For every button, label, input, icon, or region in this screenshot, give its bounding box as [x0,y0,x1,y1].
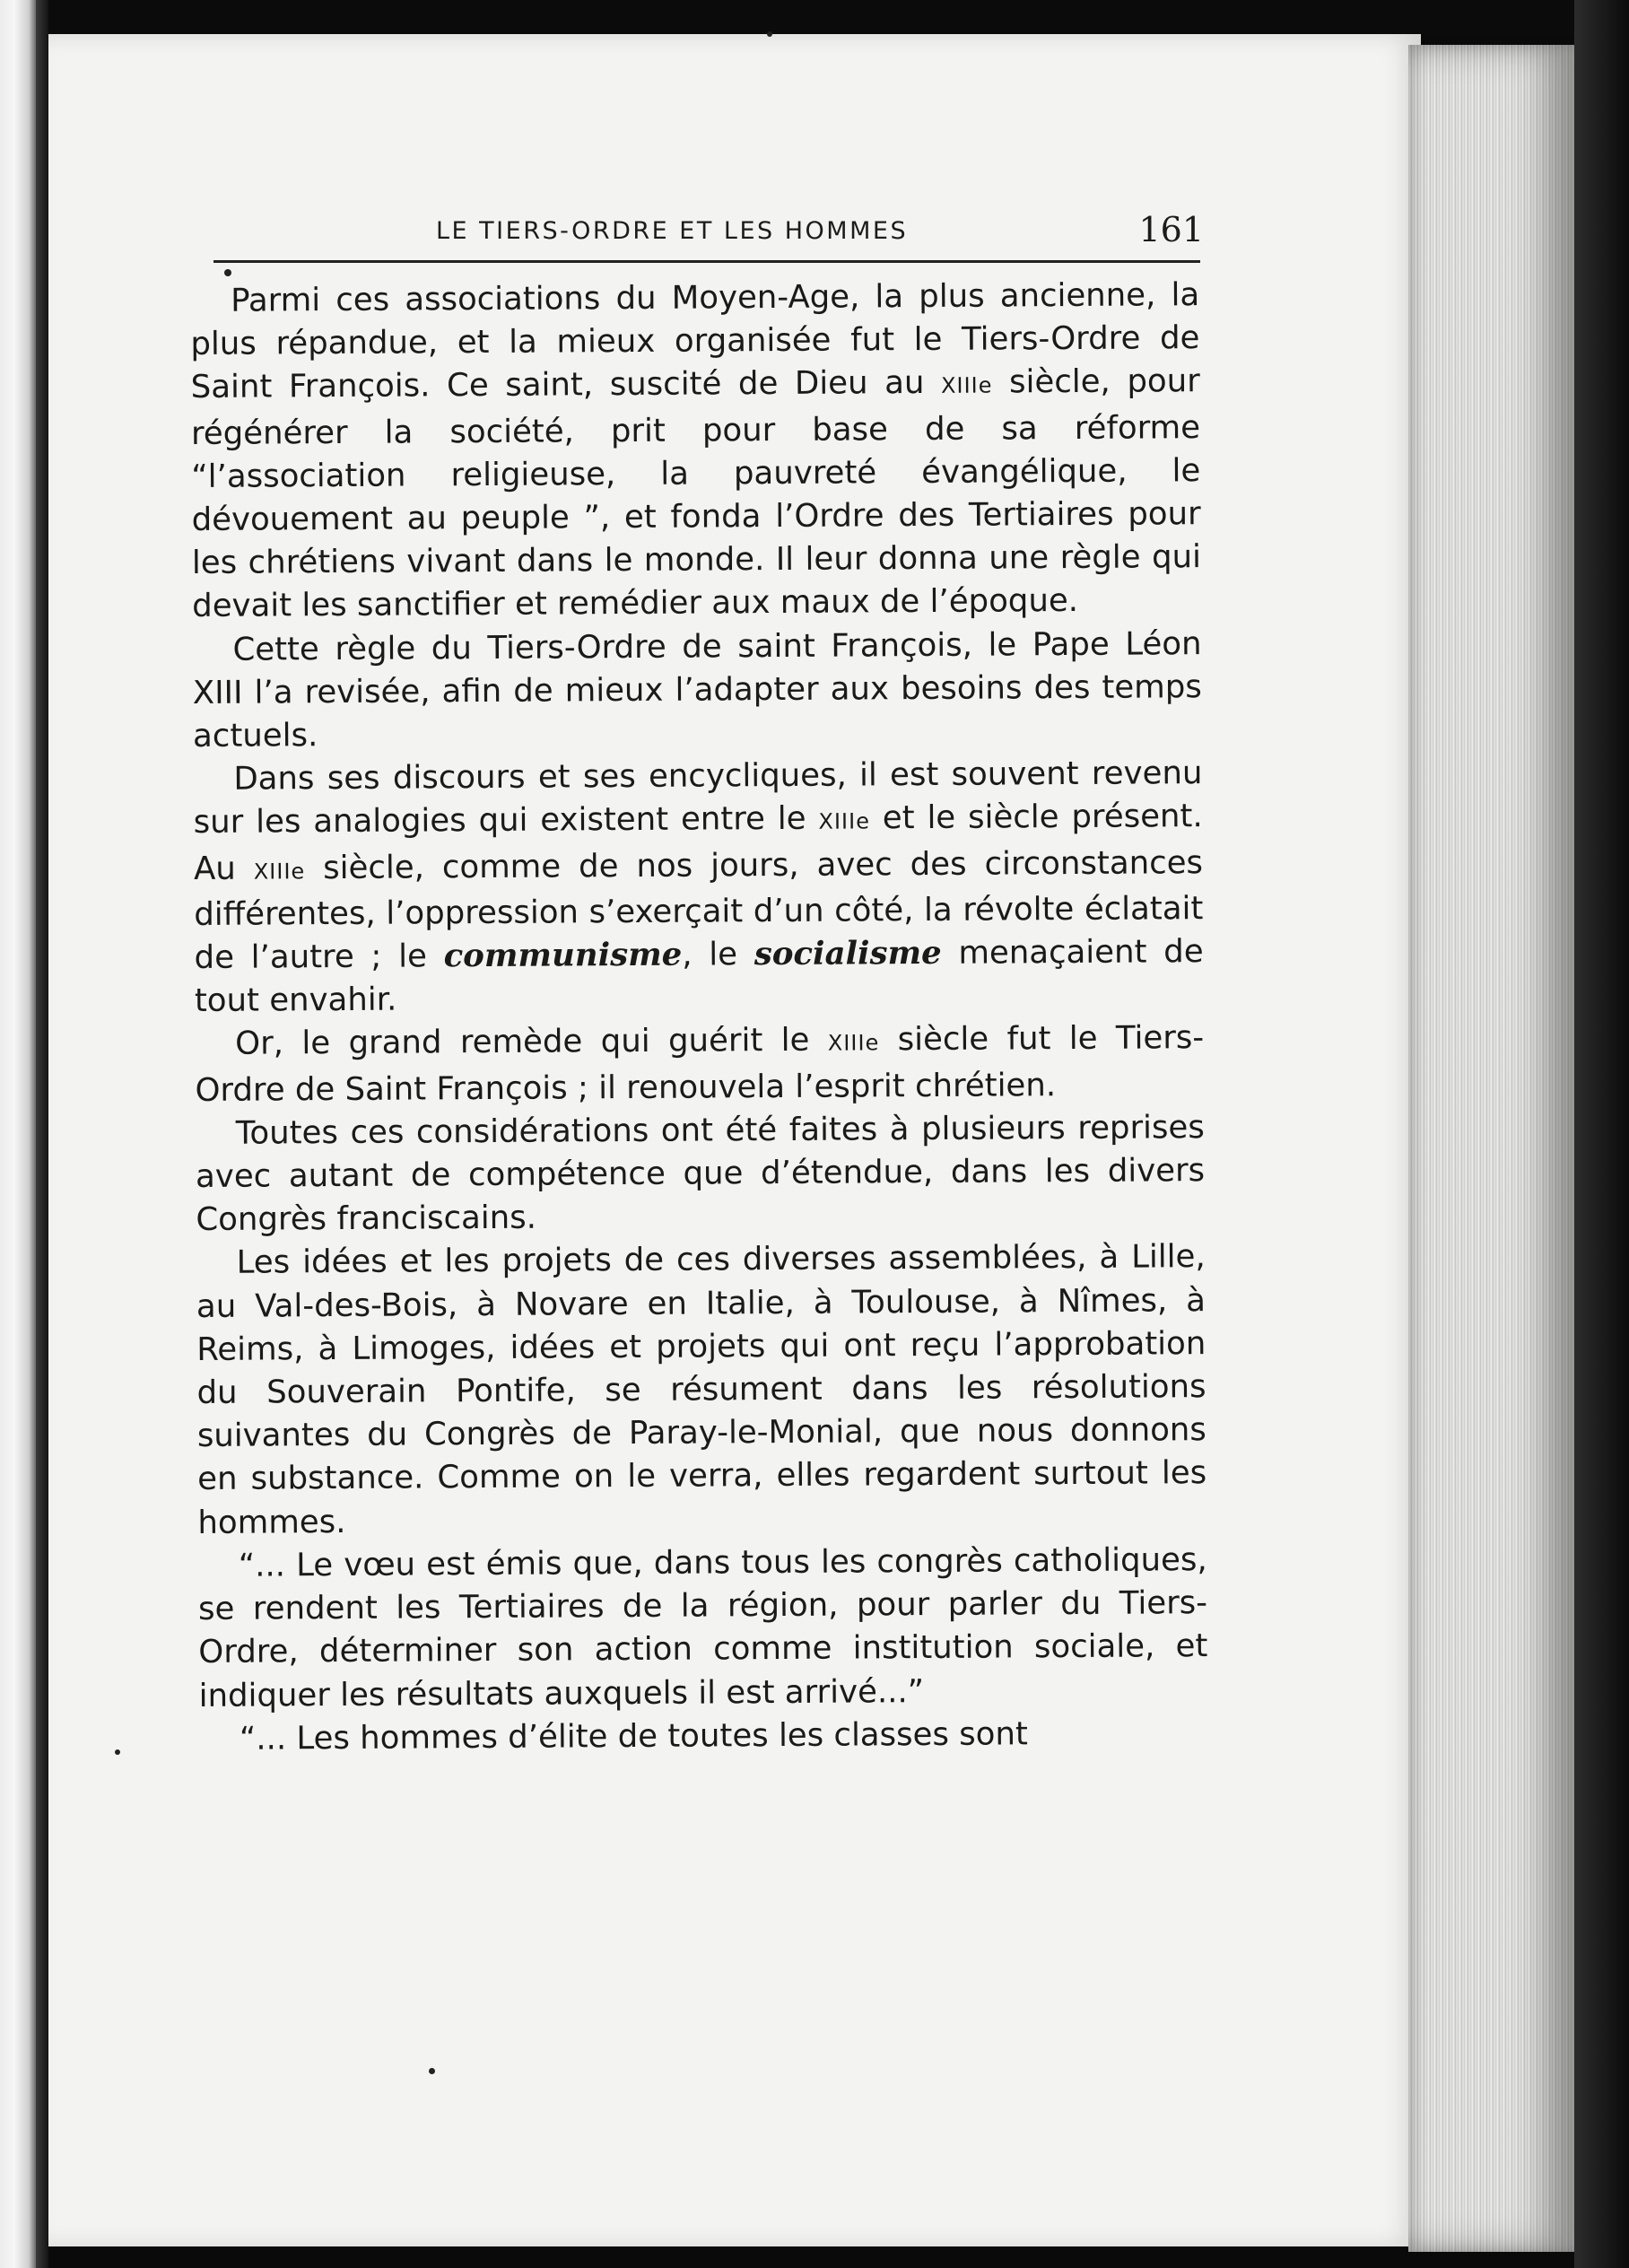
paragraph [196,1106,1206,1242]
text-segment: Or, le grand remède qui guérit le [235,1022,828,1063]
dust-speck [115,1749,120,1755]
text-segment: siècle, pour régénérer la société, prit pour base de sa réforme “l’association religieuse, la pauvreté évangélique, le dévouement au peuple ”, et fonda l’Ordre des Tertiaires pour les chrétiens vivant dans le monde. Il leur donna une règle qui devait les sanctifier et remédier aux maux de l’époque. [190,362,1202,625]
book-gutter [36,0,48,2268]
paragraph [190,274,1201,628]
text-segment: siècle, comme de nos jours, avec des circonstances différentes, l’oppression s’exerçait d’un côté, la révolte éclatait de l’autre ; le [194,843,1204,977]
dust-speck [767,31,772,37]
century-numeral: XIIIe [818,808,871,835]
text-segment: Les idées et les projets de ces diverses assemblées, à Lille, au Val-des-Bois, à Novare en Italie, à Toulouse, à Nîmes, à Reims, à Limoges, idées et projets qui ont reçu l’approbation du Souverain Pontife, se résument dans les résolutions suivantes du Congrès de Paray-le-Monial, que nous donnons en substance. Comme on le verra, elles regardent surtout les hommes. [196,1238,1207,1541]
text-segment: “... Le vœu est émis que, dans tous les congrès catholiques, se rendent les Tertiaires de la région, pour parler du Tiers-Ordre, déterminer son action comme institution sociale, et indiquer les résultats auxquels il est arrivé...” [197,1540,1208,1714]
text-segment: menaçaient de tout envahir. [194,933,1204,1020]
paragraph [192,623,1202,758]
text-segment: , le [682,936,754,973]
paragraph [193,752,1204,1023]
italic-term: socialisme [754,934,942,973]
text-segment: Toutes ces considérations ont été faites à plusieurs reprises avec autant de compétence que d’étendue, dans les divers Congrès franciscains. [195,1108,1206,1239]
header-rule [213,260,1200,263]
century-numeral: XIIIe [827,1030,880,1057]
running-head: LE TIERS-ORDRE ET LES HOMMES [436,217,909,245]
century-numeral: XIIIe [253,858,306,885]
page-block-edges [1408,45,1574,2252]
text-segment: et le siècle présent. Au [193,798,1203,887]
paragraph [199,1712,1208,1761]
scan-right-border [1574,0,1629,2268]
text-segment: Parmi ces associations du Moyen-Age, la plus ancienne, la plus répandue, et la mieux organisée fut le Tiers-Ordre de Saint François. Ce saint, suscité de Dieu au [190,276,1200,406]
dust-speck [224,269,231,276]
facing-page-edge [0,0,36,2268]
text-segment: Dans ses discours et ses encycliques, il est souvent revenu sur les analogies qui existent entre le [193,755,1203,842]
text-segment: “... Les hommes d’élite de toutes les classes sont [239,1715,1028,1758]
body-text [190,274,1208,1761]
scan-top-border [48,0,1629,36]
dust-speck [429,2068,435,2074]
page-header [213,208,1209,262]
century-numeral: XIIIe [940,372,993,399]
text-segment: siècle fut le Tiers-Ordre de Saint François ; il renouvela l’esprit chrétien. [195,1019,1205,1109]
paragraph [195,1017,1205,1112]
text-segment: Cette règle du Tiers-Ordre de saint François, le Pape Léon XIII l’a revisée, afin de mieux l’adapter aux besoins des temps actuels. [192,624,1202,755]
paragraph [196,1236,1207,1545]
italic-term: communisme [443,936,683,975]
page-number: 161 [1138,210,1204,249]
paragraph [198,1539,1208,1718]
